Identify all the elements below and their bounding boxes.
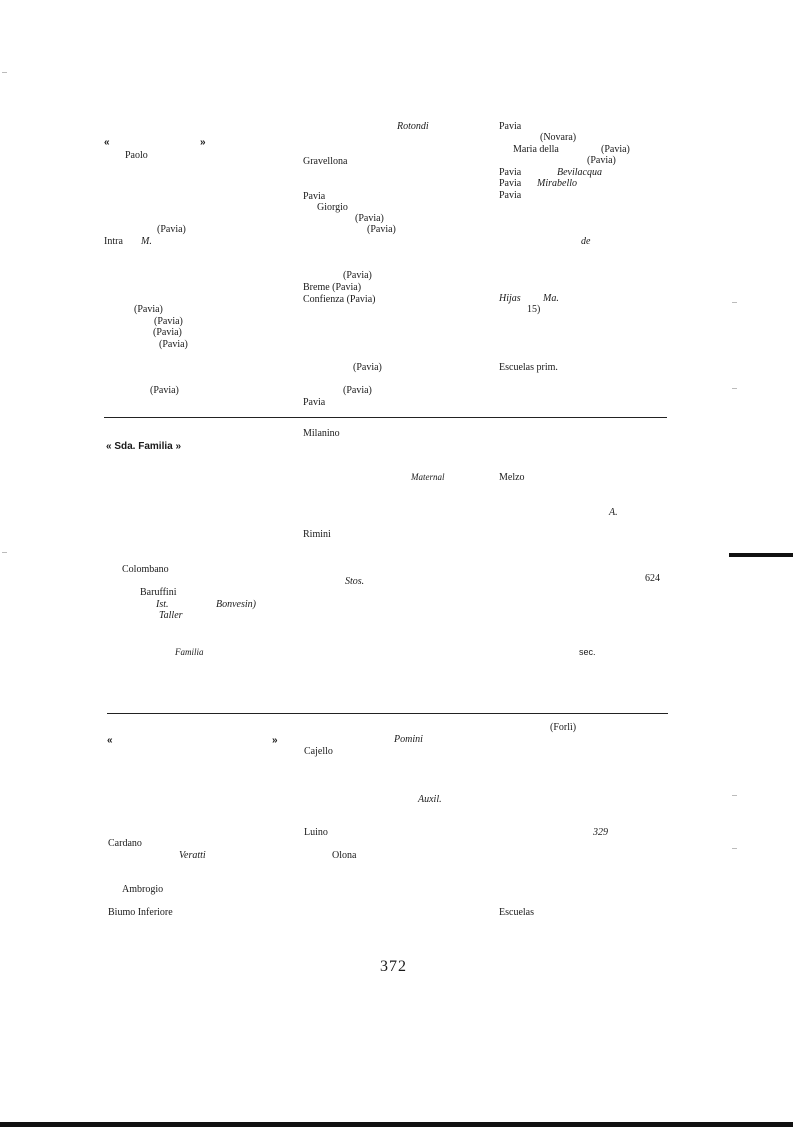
text-auxil: Auxil.: [418, 794, 442, 805]
text-veratti: Veratti: [179, 850, 206, 861]
section-divider: [104, 417, 667, 418]
scan-edge-mark: [2, 552, 7, 553]
text-gravellona: Gravellona: [303, 156, 348, 167]
text-ist: Ist.: [156, 599, 169, 610]
text-baruffini: Baruffini: [140, 587, 177, 598]
section-heading-sda-familia: « Sda. Familia »: [106, 441, 182, 452]
quote-close-mark: »: [200, 137, 206, 148]
text-pavia: (Pavia): [355, 213, 384, 224]
text-pavia: (Pavia): [343, 385, 372, 396]
text-number-329: 329: [593, 827, 608, 838]
text-pavia: (Pavia): [157, 224, 186, 235]
text-stos: Stos.: [345, 576, 365, 587]
text-pavia: (Pavia): [150, 385, 179, 396]
text-bonvesin: Bonvesin): [216, 599, 256, 610]
text-escuelas: Escuelas: [499, 907, 534, 918]
text-pavia: (Pavia): [134, 304, 163, 315]
text-biumo-inferiore: Biumo Inferiore: [108, 907, 173, 918]
scan-edge-mark: [732, 302, 737, 303]
text-maria-della: Maria della: [513, 144, 559, 155]
text-pavia: (Pavia): [601, 144, 630, 155]
text-a: A.: [609, 507, 618, 518]
text-taller: Taller: [159, 610, 183, 621]
text-pavia: (Pavia): [367, 224, 396, 235]
text-sec: sec.: [579, 647, 596, 657]
text-giorgio: Giorgio: [317, 202, 348, 213]
text-pavia: (Pavia): [154, 316, 183, 327]
scan-edge-mark: [732, 795, 737, 796]
text-mirabello: Mirabello: [537, 178, 577, 189]
text-novara: (Novara): [540, 132, 577, 143]
text-paolo: Paolo: [125, 150, 148, 161]
text-melzo: Melzo: [499, 472, 525, 483]
scan-edge-mark: [2, 72, 7, 73]
text-number-624: 624: [645, 573, 660, 584]
text-luino: Luino: [304, 827, 328, 838]
text-ambrogio: Ambrogio: [122, 884, 164, 895]
text-olona: Olona: [332, 850, 357, 861]
text-intra: Intra: [104, 236, 123, 247]
text-maternal: Maternal: [411, 472, 445, 482]
text-forli: (Forlì): [550, 722, 577, 733]
section-divider: [107, 713, 668, 714]
text-colombano: Colombano: [122, 564, 169, 575]
text-bevilacqua: Bevilacqua: [557, 167, 602, 178]
text-pavia: (Pavia): [343, 270, 372, 281]
text-pomini: Pomini: [394, 734, 423, 745]
text-breme: Breme (Pavia): [303, 282, 362, 293]
text-pavia: Pavia: [499, 121, 522, 132]
text-rotondi: Rotondi: [397, 121, 429, 132]
quote-open-mark: «: [104, 137, 110, 148]
scan-bottom-edge: [0, 1122, 793, 1127]
text-pavia: (Pavia): [153, 327, 182, 338]
text-cardano: Cardano: [108, 838, 142, 849]
text-pavia: (Pavia): [353, 362, 382, 373]
text-ma: Ma.: [543, 293, 559, 304]
text-confienza: Confienza (Pavia): [303, 294, 376, 305]
text-de: de: [581, 236, 591, 247]
text-pavia: Pavia: [499, 167, 522, 178]
text-hijas: Hijas: [499, 293, 521, 304]
text-milanino: Milanino: [303, 428, 340, 439]
text-number-15: 15): [527, 304, 541, 315]
quote-open-mark: «: [107, 735, 113, 746]
text-pavia: Pavia: [303, 397, 326, 408]
text-pavia: Pavia: [303, 191, 326, 202]
text-pavia: Pavia: [499, 190, 522, 201]
text-familia: Familia: [175, 647, 204, 657]
scan-edge-mark: [732, 388, 737, 389]
page-number: 372: [380, 958, 407, 975]
text-pavia: (Pavia): [159, 339, 188, 350]
text-m: M.: [141, 236, 152, 247]
text-cajello: Cajello: [304, 746, 333, 757]
text-pavia: Pavia: [499, 178, 522, 189]
scan-edge-mark: [729, 553, 793, 557]
text-rimini: Rimini: [303, 529, 331, 540]
text-pavia: (Pavia): [587, 155, 616, 166]
quote-close-mark: »: [272, 735, 278, 746]
scan-edge-mark: [732, 848, 737, 849]
text-escuelas-prim: Escuelas prim.: [499, 362, 558, 373]
